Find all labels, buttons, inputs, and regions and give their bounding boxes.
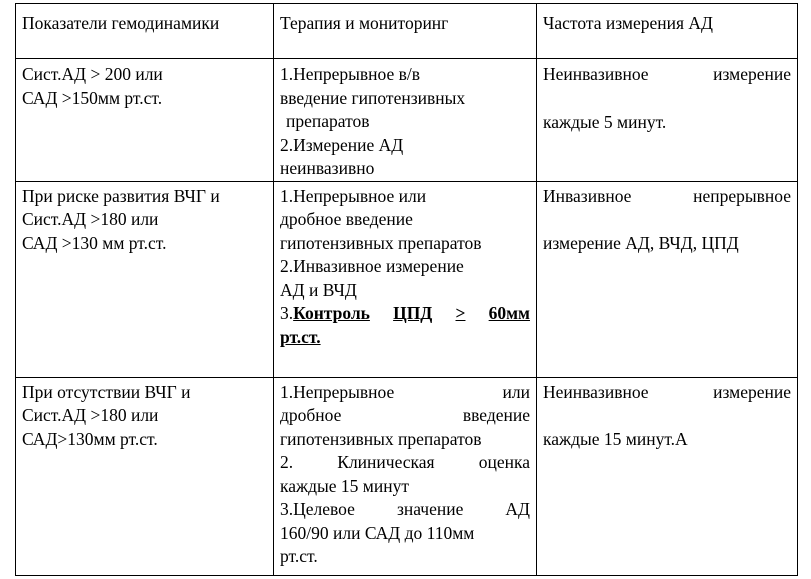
row3-indicators: При отсутствии ВЧГ и Сист.АД >180 или САД>130мм рт.ст.	[16, 377, 274, 575]
row2-frequency: Инвазивное непрерывное измерение АД, ВЧД, ЦПД	[537, 181, 798, 377]
header-indicators: Показатели гемодинамики	[16, 4, 274, 59]
hemodynamics-table	[15, 3, 798, 576]
row3-therapy: 1.Непрерывное или дробное введение гипотензивных препаратов 2. Клиническая оценка каждые 15 минут 3.Целевое значение АД 160/90 или САД до 110мм рт.ст.	[274, 377, 537, 575]
row2-indicators: При риске развития ВЧГ и Сист.АД >180 или САД >130 мм рт.ст.	[16, 181, 274, 377]
header-therapy: Терапия и мониторинг	[274, 4, 537, 59]
row1-therapy: 1.Непрерывное в/в введение гипотензивных препаратов 2.Измерение АД неинвазивно	[274, 59, 537, 182]
header-frequency: Частота измерения АД	[537, 4, 798, 59]
row3-frequency: Неинвазивное измерение каждые 15 минут.А	[537, 377, 798, 575]
table-row	[16, 59, 798, 182]
row2-therapy: 1.Непрерывное или дробное введение гипотензивных препаратов 2.Инвазивное измерение АД и ВЧД 3.Контроль ЦПД > 60мм рт.ст.	[274, 181, 537, 377]
table-row	[16, 377, 798, 575]
row1-frequency: Неинвазивное измерение каждые 5 минут.	[537, 59, 798, 182]
table-header-row	[16, 4, 798, 59]
row1-indicators: Сист.АД > 200 или САД >150мм рт.ст.	[16, 59, 274, 182]
cpp-control-line: 3.Контроль ЦПД > 60мм	[280, 303, 530, 323]
table-row	[16, 181, 798, 377]
